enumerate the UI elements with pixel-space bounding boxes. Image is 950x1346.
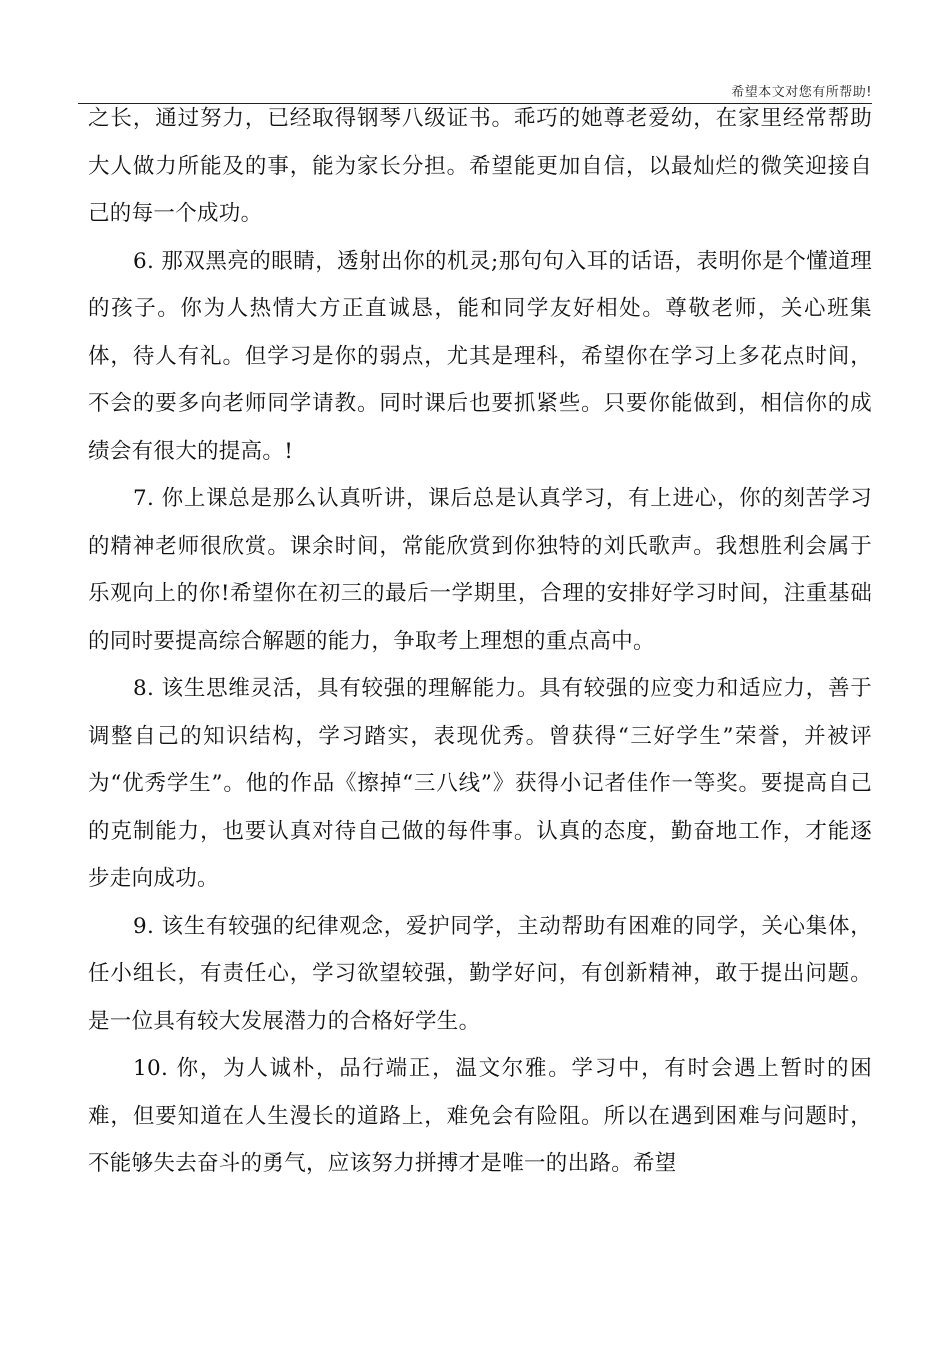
paragraph-6: 6. 那双黑亮的眼睛，透射出你的机灵;那句句入耳的话语，表明你是个懂道理的孩子。你为人热情大方正直诚恳，能和同学友好相处。尊敬老师，关心班集体，待人有礼。但学习是你的弱点，尤其是理科，希望你在学习上多花点时间，不会的要多向老师同学请教。同时课后也要抓紧些。只要你能做到，相信你的成绩会有很大的提高。! [88, 248, 872, 464]
paragraph-7: 7. 你上课总是那么认真听讲，课后总是认真学习，有上进心，你的刻苦学习的精神老师很欣赏。课余时间，常能欣赏到你独特的刘氏歌声。我想胜利会属于乐观向上的你!希望你在初三的最后一学期里，合理的安排好学习时间，注重基础的同时要提高综合解题的能力，争取考上理想的重点高中。 [88, 486, 872, 654]
header-note: 希望本文对您有所帮助! [731, 85, 872, 100]
paragraph-9: 9. 该生有较强的纪律观念，爱护同学，主动帮助有困难的同学，关心集体，任小组长，有责任心，学习欲望较强，勤学好问，有创新精神，敢于提出问题。是一位具有较大发展潜力的合格好学生。 [88, 913, 872, 1034]
document-body [88, 95, 872, 1188]
paragraph-5-continuation: 之长，通过努力，已经取得钢琴八级证书。乖巧的她尊老爱幼，在家里经常帮助大人做力所能及的事，能为家长分担。希望能更加自信，以最灿烂的微笑迎接自己的每一个成功。 [88, 106, 872, 226]
paragraph-10: 10. 你，为人诚朴，品行端正，温文尔雅。学习中，有时会遇上暂时的困难，但要知道在人生漫长的道路上，难免会有险阻。所以在遇到困难与问题时，不能够失去奋斗的勇气，应该努力拼搏才是唯一的出路。希望 [88, 1056, 872, 1176]
paragraph-8: 8. 该生思维灵活，具有较强的理解能力。具有较强的应变力和适应力，善于调整自己的知识结构，学习踏实，表现优秀。曾获得“三好学生”荣誉，并被评为“优秀学生”。他的作品《擦掉“三八线”》获得小记者佳作一等奖。要提高自己的克制能力，也要认真对待自己做的每件事。认真的态度，勤奋地工作，才能逐步走向成功。 [88, 676, 872, 891]
